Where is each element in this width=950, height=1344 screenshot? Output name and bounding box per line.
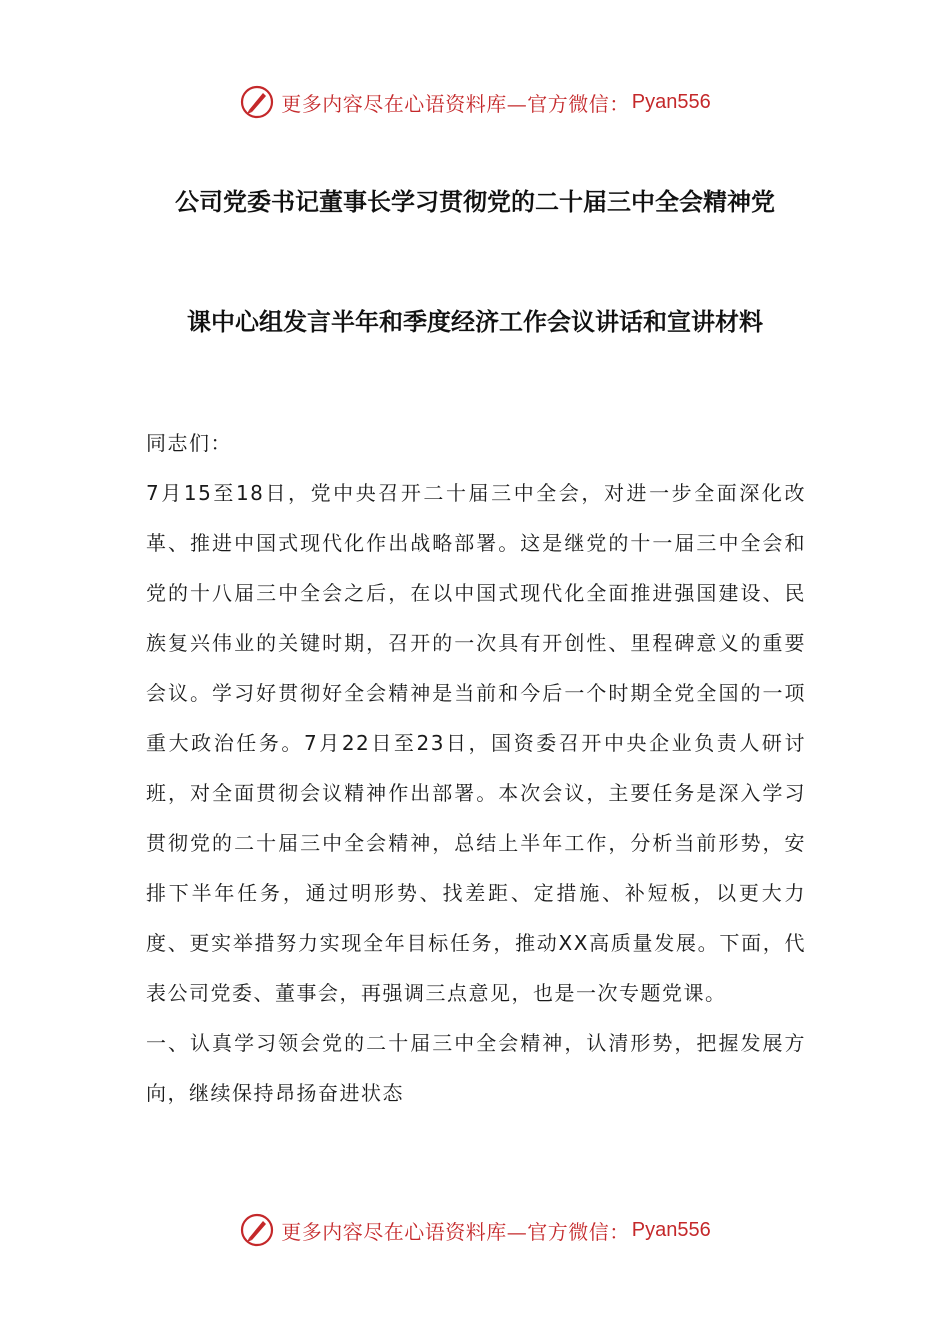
header-banner xyxy=(0,82,950,122)
pen-logo-icon xyxy=(239,1212,275,1248)
document-body xyxy=(146,418,806,1118)
wechat-id: Pyan556 xyxy=(631,1218,711,1241)
banner-text: 更多内容尽在心语资料库—官方微信： xyxy=(281,1219,630,1244)
greeting: 同志们： xyxy=(146,431,232,455)
paragraph-1: 7月15至18日，党中央召开二十届三中全会，对进一步全面深化改革、推进中国式现代化作出战略部署。这是继党的十一届三中全会和党的十八届三中全会之后，在以中国式现代化全面推进强国建设、民族复兴伟业的关键时期，召开的一次具有开创性、里程碑意义的重要会议。学习好贯彻好全会精神是当前和今后一个时期全党全国的一项重大政治任务。7月22日至23日，国资委召开中央企业负责人研讨班，对全面贯彻会议精神作出部署。本次会议，主要任务是深入学习贯彻党的二十届三中全会精神，总结上半年工作，分析当前形势，安排下半年任务，通过明形势、找差距、定措施、补短板，以更大力度、更实举措努力实现全年目标任务，推动XX高质量发展。下面，代表公司党委、董事会，再强调三点意见，也是一次专题党课。 xyxy=(146,481,806,1005)
section-1-heading: 一、认真学习领会党的二十届三中全会精神，认清形势，把握发展方向，继续保持昂扬奋进状态 xyxy=(146,1031,806,1105)
pen-logo-icon xyxy=(239,84,275,120)
document-title-line2: 课中心组发言半年和季度经济工作会议讲话和宣讲材料 xyxy=(187,308,763,336)
footer-banner xyxy=(0,1210,950,1250)
document-title-line1: 公司党委书记董事长学习贯彻党的二十届三中全会精神党 xyxy=(175,188,775,216)
wechat-id: Pyan556 xyxy=(631,90,711,113)
banner-text: 更多内容尽在心语资料库—官方微信： xyxy=(281,91,630,116)
